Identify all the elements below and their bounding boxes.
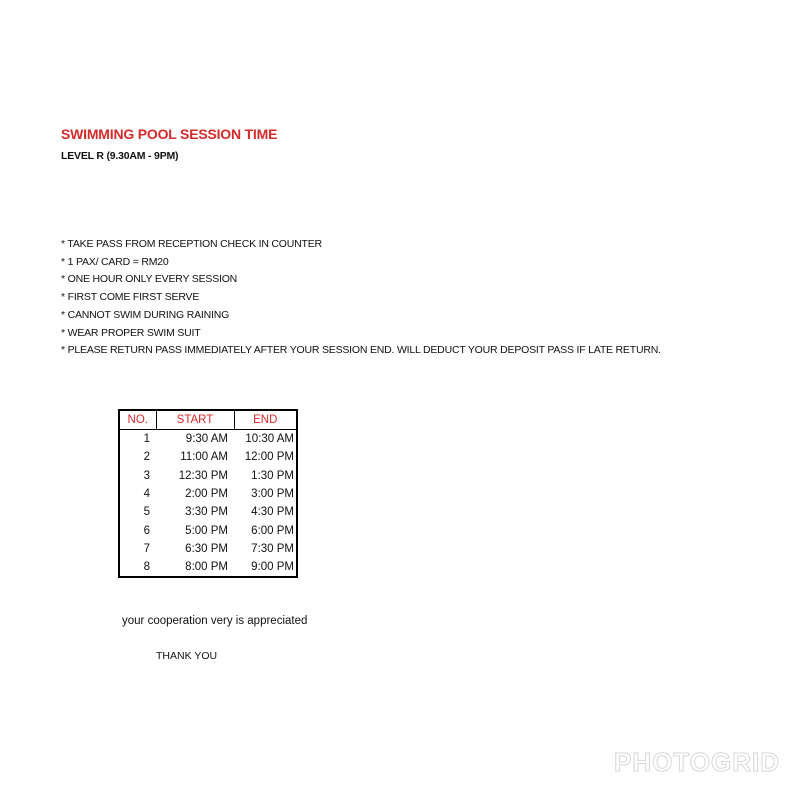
session-start: 5:00 PM [185,524,228,537]
session-start: 3:30 PM [185,506,228,519]
column-header-no: NO. [119,410,156,430]
photogrid-watermark: PHOTOGRID [614,747,780,777]
table-row [119,540,297,558]
session-number: 3 [143,469,150,482]
rule-item: * 1 PAX/ CARD = RM20 [61,255,169,268]
table-row [119,558,297,577]
session-start: 8:00 PM [185,561,228,574]
session-number: 5 [143,506,150,519]
session-start: 11:00 AM [180,451,228,464]
session-end: 4:30 PM [251,506,294,519]
table-row [119,467,297,485]
session-start: 9:30 AM [185,433,228,446]
rule-item: * FIRST COME FIRST SERVE [61,291,200,304]
session-number: 7 [143,542,150,555]
session-number: 4 [143,488,150,501]
session-end: 12:00 PM [244,451,294,464]
table-row [119,430,297,449]
session-end: 7:30 PM [251,542,294,555]
session-end: 3:00 PM [251,488,294,501]
cooperation-note: your cooperation very is appreciated [122,615,308,627]
table-row [119,448,297,466]
rule-item: * WEAR PROPER SWIM SUIT [61,326,201,339]
table-row [119,503,297,521]
session-end: 6:00 PM [251,524,294,537]
session-number: 2 [143,451,150,464]
session-number: 8 [143,561,150,574]
session-end: 9:00 PM [251,561,294,574]
session-start: 2:00 PM [185,488,228,501]
session-number: 6 [143,524,150,537]
session-start: 6:30 PM [185,542,228,555]
session-number: 1 [143,433,150,446]
rule-item: * CANNOT SWIM DURING RAINING [61,308,230,321]
session-start: 12:30 PM [178,469,228,482]
column-header-end: END [234,410,297,430]
session-end: 10:30 AM [245,433,294,446]
session-end: 1:30 PM [251,469,294,482]
column-header-start: START [156,410,234,430]
rules-list [61,236,661,360]
table-header-row [119,410,297,430]
table-row [119,521,297,539]
rule-item: * ONE HOUR ONLY EVERY SESSION [61,273,238,286]
page-title: SWIMMING POOL SESSION TIME [61,126,278,142]
thank-you-note: THANK YOU [156,650,218,662]
page-subtitle: LEVEL R (9.30AM - 9PM) [61,150,179,162]
rule-item: * PLEASE RETURN PASS IMMEDIATELY AFTER YOUR SESSION END. WILL DEDUCT YOUR DEPOSIT PASS IF LATE RETURN. [61,344,661,357]
session-schedule-table [118,409,298,578]
rule-item: * TAKE PASS FROM RECEPTION CHECK IN COUNTER [61,238,322,250]
table-row [119,485,297,503]
